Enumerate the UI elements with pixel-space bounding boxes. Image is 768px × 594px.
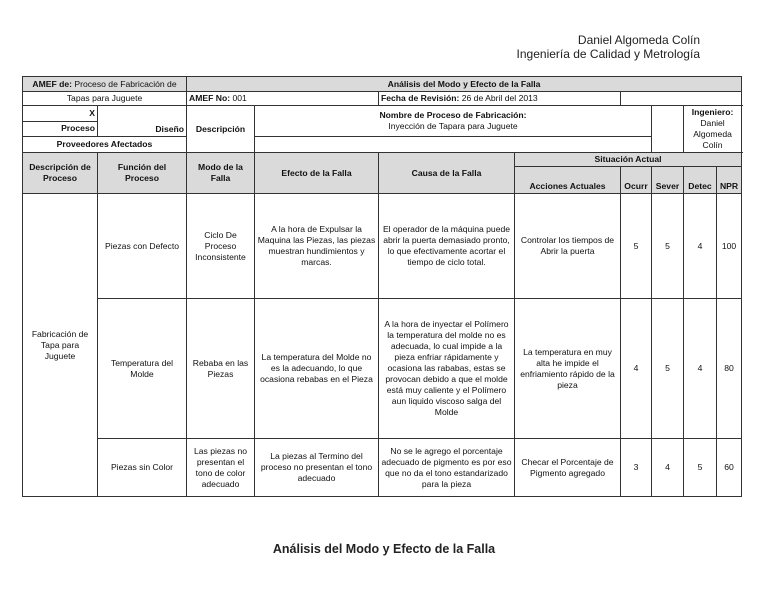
detec-cell: 4 [684,299,717,439]
author-block [517,33,700,61]
col-npr: NPR [717,167,742,194]
col-sever: Sever [652,167,684,194]
empty-cell [255,137,652,153]
col-modo-falla: Modo de la Falla [187,153,255,194]
modo-cell: Ciclo De Proceso Inconsistente [187,194,255,299]
npr-cell: 60 [717,439,742,497]
proveedores-cell: Proveedores Afectados [23,137,187,153]
col-detec: Detec [684,167,717,194]
process-description-cell: Fabricación de Tapa para Juguete [23,194,98,497]
empty-cell [621,92,742,106]
ocurr-cell: 3 [621,439,652,497]
causa-cell: No se le agrego el porcentaje adecuado de pigmento es por eso que no da el tono estandarizado para la pieza [379,439,515,497]
proceso-label-cell: Proceso [23,121,98,137]
diseno-label-cell: Diseño [98,106,187,137]
col-situacion-actual: Situación Actual [515,153,742,167]
ingeniero-cell: Ingeniero: Daniel Algomeda Colín [684,106,742,153]
col-descripcion-proceso: Descripción de Proceso [23,153,98,194]
table-row [23,439,742,497]
detec-cell: 4 [684,194,717,299]
sever-cell: 4 [652,439,684,497]
col-efecto-falla: Efecto de la Falla [255,153,379,194]
acciones-cell: Controlar los tiempos de Abrir la puerta [515,194,621,299]
amef-de-value-cell: Tapas para Juguete [23,92,187,106]
funcion-cell: Temperatura del Molde [98,299,187,439]
causa-cell: A la hora de inyectar el Polímero la temperatura del molde no es adecuada, lo cual impide a la pieza enfriar rápidamente y ocasiona las rababas, estas se provocan debido a que el molde está muy caliente y el Polímero aun liquido viscoso salga del Molde [379,299,515,439]
analysis-title-cell: Análisis del Modo y Efecto de la Falla [187,77,742,92]
npr-cell: 100 [717,194,742,299]
revision-cell: Fecha de Revisión: 26 de Abril del 2013 [379,92,621,106]
efecto-cell: La temperatura del Molde no es la adecuando, lo que ocasiona rebabas en el Pieza [255,299,379,439]
sever-cell: 5 [652,299,684,439]
col-ocurr: Ocurr [621,167,652,194]
amef-table [22,76,742,497]
col-acciones-actuales: Acciones Actuales [515,167,621,194]
empty-cell [652,106,684,153]
modo-cell: Las piezas no presentan el tono de color adecuado [187,439,255,497]
ocurr-cell: 4 [621,299,652,439]
modo-cell: Rebaba en las Piezas [187,299,255,439]
ocurr-cell: 5 [621,194,652,299]
author-name: Daniel Algomeda Colín [577,33,700,47]
table-row [23,299,742,439]
npr-cell: 80 [717,299,742,439]
detec-cell: 5 [684,439,717,497]
causa-cell: El operador de la máquina puede abrir la puerta demasiado pronto, lo que efectivamente acortar el tiempo de ciclo total. [379,194,515,299]
efecto-cell: La piezas al Termino del proceso no presentan el tono adecuado [255,439,379,497]
sever-cell: 5 [652,194,684,299]
bottom-title: Análisis del Modo y Efecto de la Falla [272,542,496,556]
funcion-cell: Piezas con Defecto [98,194,187,299]
efecto-cell: A la hora de Expulsar la Maquina las Piezas, las piezas muestran hundimientos y marcas. [255,194,379,299]
acciones-cell: La temperatura en muy alta he impide el enfriamiento rápido de la pieza [515,299,621,439]
process-name-cell: Nombre de Proceso de Fabricación: Inyección de Tapara para Juguete [255,106,652,137]
descripcion-label-cell: Descripción [187,106,255,153]
col-causa-falla: Causa de la Falla [379,153,515,194]
amef-no-cell: AMEF No: 001 [187,92,379,106]
col-funcion-proceso: Función del Proceso [98,153,187,194]
table-row [23,194,742,299]
x-mark-cell: X [23,106,98,122]
author-department: Ingeniería de Calidad y Metrología [516,47,700,61]
amef-de-cell: AMEF de: Proceso de Fabricación de [23,77,187,92]
acciones-cell: Checar el Porcentaje de Pigmento agregado [515,439,621,497]
funcion-cell: Piezas sin Color [98,439,187,497]
